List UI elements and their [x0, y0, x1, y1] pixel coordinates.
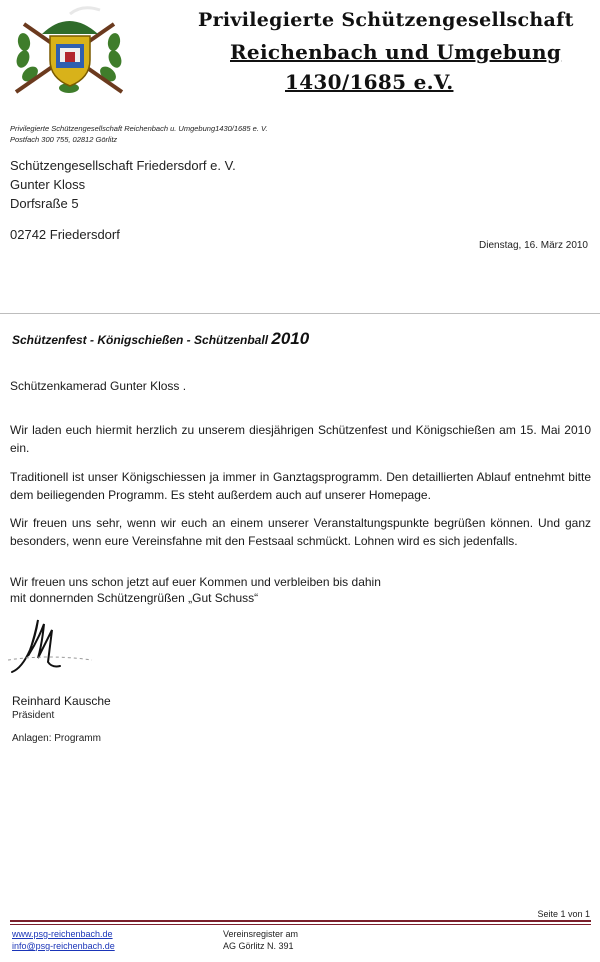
header-title-line1: Privilegierte Schützengesellschaft: [198, 9, 574, 31]
header-title-line2: Reichenbach und Umgebung: [230, 40, 562, 64]
body-paragraph-4-line1: Wir freuen uns schon jetzt auf euer Kommen und verbleiben bis dahin: [10, 575, 381, 589]
attachments-note: Anlagen: Programm: [12, 733, 101, 744]
recipient-name: Gunter Kloss: [10, 177, 86, 192]
header-title-line3: 1430/1685 e.V.: [285, 70, 454, 94]
footer-rule-thick: [10, 920, 591, 922]
body-paragraph-2: Traditionell ist unser Königschiessen ja immer in Ganztagsprogramm. Den detaillierten Ablauf entnehmt bitte dem beiliegenden Programm. Es steht außerdem auch auf unserer Homepage.: [10, 470, 591, 502]
sender-line-1: Privilegierte Schützengesellschaft Reichenbach u. Umgebung1430/1685 e. V.: [10, 124, 268, 133]
email-link[interactable]: info@psg-reichenbach.de: [12, 941, 115, 951]
signatory-title: Präsident: [12, 710, 55, 721]
body-paragraph-4-line2: mit donnernden Schützengrüßen „Gut Schuss“: [10, 591, 259, 605]
sender-line-2: Postfach 300 755, 02812 Görlitz: [10, 135, 118, 144]
body-paragraph-3: Wir freuen uns sehr, wenn wir euch an einem unserer Veranstaltungspunkte begrüßen können. Und ganz besonders, wenn eure Vereinsfahne mit den Festsaal schmückt. Lohnen wird es sich jedenfalls.: [10, 516, 591, 548]
salutation: Schützenkamerad Gunter Kloss .: [10, 379, 187, 393]
club-crest: [10, 4, 128, 96]
divider: [0, 313, 600, 314]
letter-subject: [12, 329, 309, 349]
footer-rule-thin: [10, 924, 591, 925]
website-link[interactable]: www.psg-reichenbach.de: [12, 929, 113, 939]
recipient-street: Dorfsraße 5: [10, 196, 79, 211]
recipient-city: 02742 Friedersdorf: [10, 227, 120, 242]
register-line-2: AG Görlitz N. 391: [223, 941, 294, 951]
signature: [8, 610, 98, 680]
body-paragraph-1: Wir laden euch hiermit herzlich zu unserem diesjährigen Schützenfest und Königschießen am 15. Mai 2010 ein.: [10, 423, 591, 455]
signatory-name: Reinhard Kausche: [12, 694, 111, 708]
subject-text: Schützenfest - Königschießen - Schützenball: [12, 333, 269, 347]
register-line-1: Vereinsregister am: [223, 929, 299, 939]
letter-date: Dienstag, 16. März 2010: [479, 240, 588, 251]
recipient-org: Schützengesellschaft Friedersdorf e. V.: [10, 158, 236, 173]
subject-year: 2010: [271, 329, 310, 348]
page-number: Seite 1 von 1: [537, 909, 590, 919]
